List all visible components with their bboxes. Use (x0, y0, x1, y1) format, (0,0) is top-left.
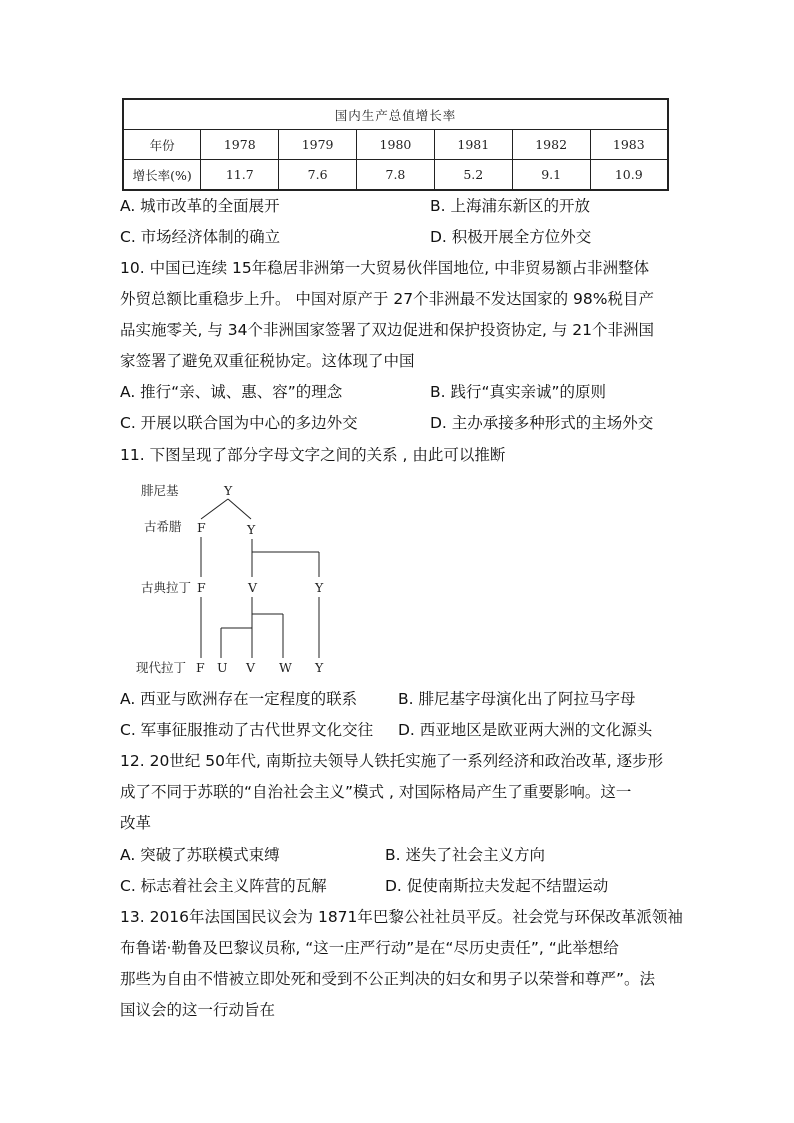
q9-option-d: D. 积极开展全方位外交 (430, 228, 592, 246)
q12-option-d: D. 促使南斯拉夫发起不结盟运动 (385, 877, 609, 895)
q10-option-c: C. 开展以联合国为中心的多边外交 (120, 414, 358, 432)
letter-phoenician-y: Y (224, 483, 233, 498)
rate-cell: 9.1 (512, 160, 590, 191)
q10-option-d: D. 主办承接多种形式的主场外交 (430, 414, 654, 432)
level-label-modern-latin: 现代拉丁 (136, 660, 187, 675)
rate-cell: 7.6 (279, 160, 357, 191)
q11-stem: 11. 下图呈现了部分字母文字之间的关系 , 由此可以推断 (120, 446, 506, 464)
level-label-ancient-greek: 古希腊 (144, 519, 182, 534)
letter-modern-u: U (217, 660, 228, 675)
q13-stem-line: 布鲁诺·勒鲁及巴黎议员称, “这一庄严行动”是在“尽历史责任”, “此举想给 (120, 939, 619, 957)
q12-option-a: A. 突破了苏联模式束缚 (120, 846, 280, 864)
year-cell: 1980 (357, 130, 435, 160)
rate-cell: 11.7 (201, 160, 279, 191)
letter-classical-y: Y (315, 580, 324, 595)
tree-link (201, 499, 228, 519)
letter-modern-y: Y (315, 660, 324, 675)
gdp-growth-table (122, 98, 669, 191)
level-label-classical-latin: 古典拉丁 (141, 580, 192, 595)
q9-option-b: B. 上海浦东新区的开放 (430, 197, 590, 215)
rate-row-header: 增长率(%) (123, 160, 201, 191)
q10-option-a: A. 推行“亲、诚、惠、容”的理念 (120, 383, 343, 401)
q10-stem-line: 10. 中国已连续 15年稳居非洲第一大贸易伙伴国地位, 中非贸易额占非洲整体 (120, 259, 650, 277)
q11-option-b: B. 腓尼基字母演化出了阿拉马字母 (398, 690, 636, 708)
q12-option-c: C. 标志着社会主义阵营的瓦解 (120, 877, 327, 895)
q11-option-d: D. 西亚地区是欧亚两大洲的文化源头 (398, 721, 653, 739)
rate-cell: 7.8 (357, 160, 435, 191)
letter-modern-f: F (196, 660, 205, 675)
q13-stem-line: 13. 2016年法国国民议会为 1871年巴黎公社社员平反。社会党与环保改革派领袖 (120, 908, 683, 926)
year-cell: 1979 (279, 130, 357, 160)
rate-cell: 5.2 (434, 160, 512, 191)
table-caption: 国内生产总值增长率 (123, 99, 668, 130)
q10-stem-line: 家签署了避免双重征税协定。这体现了中国 (120, 352, 415, 370)
q12-stem-line: 12. 20世纪 50年代, 南斯拉夫领导人铁托实施了一系列经济和政治改革, 逐步形 (120, 752, 664, 770)
q10-option-b: B. 践行“真实亲诚”的原则 (430, 383, 607, 401)
year-cell: 1982 (512, 130, 590, 160)
letter-modern-v: V (246, 660, 256, 675)
year-row-header: 年份 (123, 130, 201, 160)
table-row-rates (123, 160, 668, 191)
alphabet-family-tree (128, 478, 343, 683)
year-cell: 1978 (201, 130, 279, 160)
q10-stem-line: 外贸总额比重稳步上升。 中国对原产于 27个非洲最不发达国家的 98%税目产 (120, 290, 654, 308)
q12-stem-line: 改革 (120, 814, 152, 832)
q12-option-b: B. 迷失了社会主义方向 (385, 846, 545, 864)
year-cell: 1981 (434, 130, 512, 160)
year-cell: 1983 (590, 130, 668, 160)
table-row-years (123, 130, 668, 160)
letter-modern-w: W (279, 660, 292, 675)
q11-option-a: A. 西亚与欧洲存在一定程度的联系 (120, 690, 358, 708)
level-label-phoenician: 腓尼基 (141, 483, 179, 498)
q10-stem-line: 品实施零关, 与 34个非洲国家签署了双边促进和保护投资协定, 与 21个非洲国 (120, 321, 655, 339)
q9-option-a: A. 城市改革的全面展开 (120, 197, 280, 215)
letter-classical-f: F (197, 580, 206, 595)
q12-stem-line: 成了不同于苏联的“自治社会主义”模式 , 对国际格局产生了重要影响。这一 (120, 783, 632, 801)
rate-cell: 10.9 (590, 160, 668, 191)
tree-link (228, 499, 251, 519)
letter-greek-y: Y (247, 522, 256, 537)
q9-option-c: C. 市场经济体制的确立 (120, 228, 281, 246)
letter-classical-v: V (248, 580, 258, 595)
q13-stem-line: 国议会的这一行动旨在 (120, 1001, 276, 1019)
q13-stem-line: 那些为自由不惜被立即处死和受到不公正判决的妇女和男子以荣誉和尊严”。法 (120, 970, 656, 988)
q11-option-c: C. 军事征服推动了古代世界文化交往 (120, 721, 374, 739)
letter-greek-f: F (197, 520, 206, 535)
